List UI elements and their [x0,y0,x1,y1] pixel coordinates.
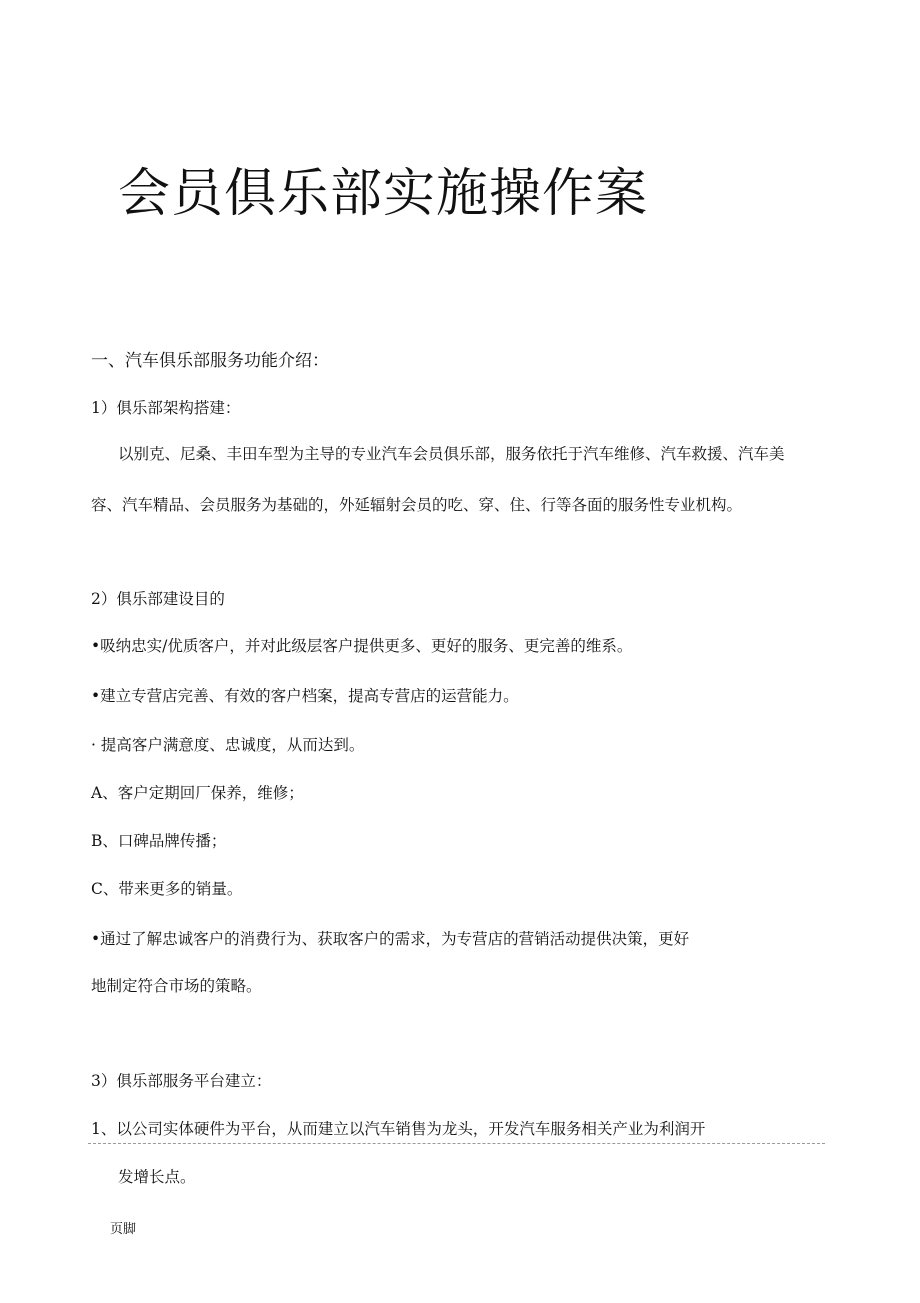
header-footer-divider [88,1143,825,1144]
paragraph-line: 地制定符合市场的策略。 [91,977,262,995]
bullet-item: · 提高客户满意度、忠诚度，从而达到。 [91,736,365,754]
subsection-heading-2: 2）俱乐部建设目的 [91,590,225,608]
paragraph-line: 发增长点。 [118,1168,196,1186]
document-title: 会员俱乐部实施操作案 [118,164,649,224]
bullet-item: •吸纳忠实/优质客户，并对此级层客户提供更多、更好的服务、更完善的维系。 [91,637,633,655]
numbered-item: 1、以公司实体硬件为平台，从而建立以汽车销售为龙头，开发汽车服务相关产业为利润开 [91,1120,706,1138]
section-heading-1: 一、汽车俱乐部服务功能介绍： [91,351,329,371]
paragraph-line: 以别克、尼桑、丰田车型为主导的专业汽车会员俱乐部，服务依托于汽车维修、汽车救援、汽车美 [118,445,785,463]
list-item-b: B、口碑品牌传播； [91,832,227,850]
page-footer: 页脚 [110,1222,137,1237]
subsection-heading-3: 3）俱乐部服务平台建立： [91,1072,272,1090]
list-item-c: C、带来更多的销量。 [91,880,243,898]
bullet-item: •通过了解忠诚客户的消费行为、获取客户的需求，为专营店的营销活动提供决策，更好 [91,930,690,948]
paragraph-line: 容、汽车精品、会员服务为基础的，外延辐射会员的吃、穿、住、行等各面的服务性专业机构。 [91,496,743,514]
bullet-item: •建立专营店完善、有效的客户档案，提高专营店的运营能力。 [91,687,519,705]
list-item-a: A、客户定期回厂保养，维修； [91,784,304,802]
subsection-heading-1: 1）俱乐部架构搭建： [91,399,241,417]
